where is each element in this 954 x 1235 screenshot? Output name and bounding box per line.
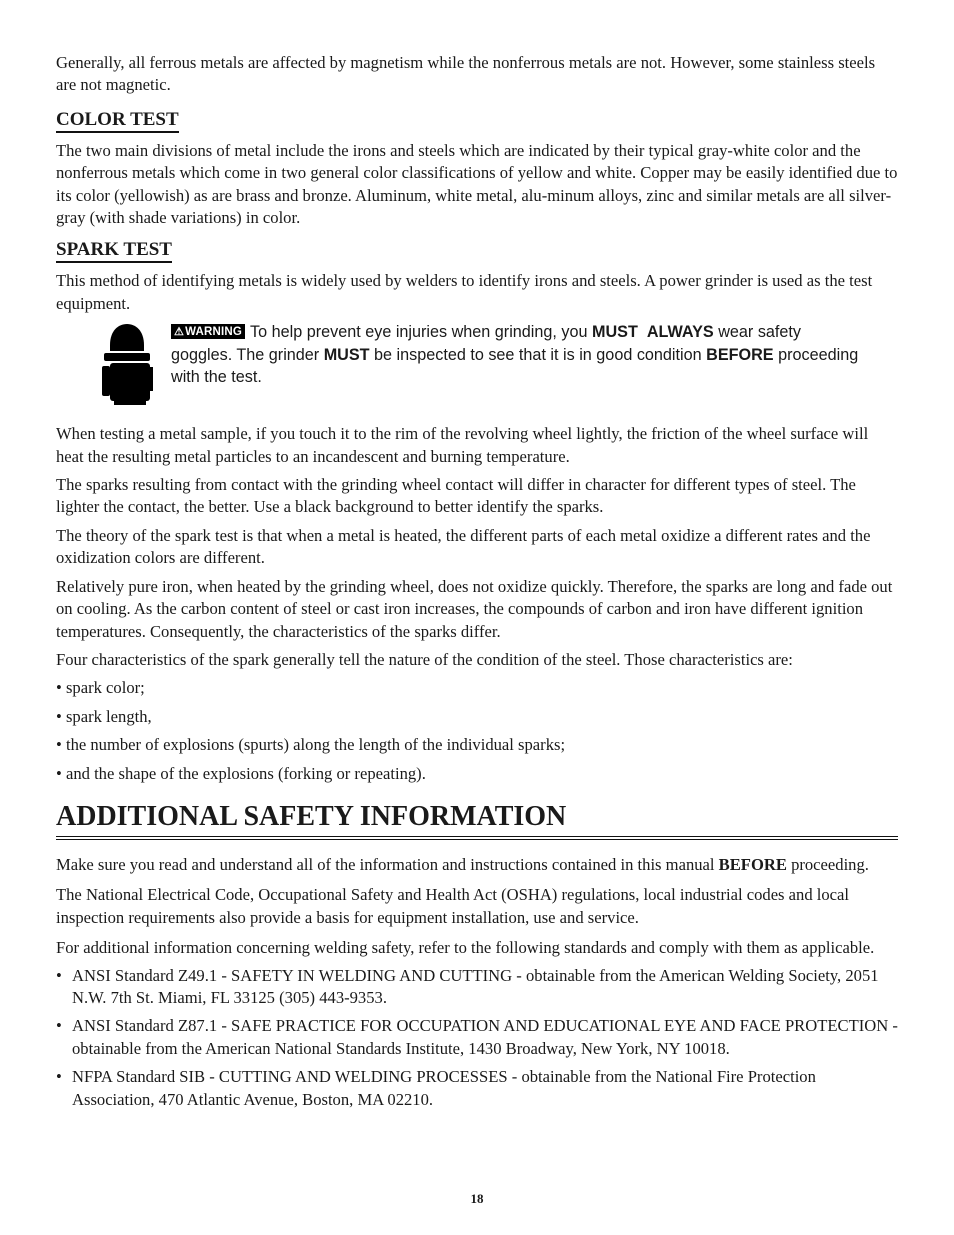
warning-badge: ⚠WARNING xyxy=(171,324,245,339)
characteristic-item: • and the shape of the explosions (forking or repeating). xyxy=(56,763,426,783)
characteristic-item: • spark length, xyxy=(56,706,152,726)
document-page xyxy=(56,52,898,1117)
spark-paragraph: The theory of the spark test is that when a metal is heated, the different parts of each metal oxidize a different rates and the oxidization colors are different. xyxy=(56,525,871,568)
bullet-icon: • xyxy=(56,1016,62,1036)
welding-mask-icon xyxy=(100,321,154,407)
warning-text-1: To help prevent eye injuries when grinding, you xyxy=(250,323,588,342)
safety-paragraph-1: Make sure you read and understand all of the information and instructions contained in this manual BEFORE proceeding. xyxy=(56,854,869,874)
page-number: 18 xyxy=(470,1191,484,1206)
warning-text-2: wear safety goggles. The grinder xyxy=(171,323,802,364)
warning-text xyxy=(171,321,861,388)
spark-paragraph: The sparks resulting from contact with the grinding wheel contact will differ in character for different types of steel. The lighter the contact, the better. Use a black background to better identify the sparks. xyxy=(56,475,856,517)
warning-bold-must: MUST xyxy=(592,323,638,342)
spark-paragraph: Four characteristics of the spark generally tell the nature of the condition of the steel. Those characteristics are: xyxy=(56,649,793,669)
standard-item: • ANSI Standard Z87.1 - SAFE PRACTICE FOR OCCUPATION AND EDUCATIONAL EYE AND FACE PROTECTION - obtainable from the American National Standards Institute, 1430 Broadway, New York, NY 10018. xyxy=(56,1016,898,1058)
color-test-heading: COLOR TEST xyxy=(56,109,179,133)
spark-test-heading: SPARK TEST xyxy=(56,239,172,263)
color-test-paragraph: The two main divisions of metal include the irons and steels which are indicated by their typical gray-white color and the nonferrous metals which come in two general color classifications of yellow and white. Copper may be easily identified due to its color (yellowish) as are brass and bronze. Aluminum, white metal, alu-minum alloys, zinc and similar metals are all silver-gray (with shade variations) in color. xyxy=(56,140,898,228)
safety-paragraph-3: For additional information concerning welding safety, refer to the following standards and comply with them as applicable. xyxy=(56,938,875,958)
bullet-icon: • xyxy=(56,1067,62,1087)
spark-paragraph: Relatively pure iron, when heated by the grinding wheel, does not oxidize quickly. Therefore, the sparks are long and fade out on cooling. As the carbon content of steel or cast iron increases, the compounds of carbon and iron have different ignition temperatures. Consequently, the characteristics of the sparks differ. xyxy=(56,576,893,641)
spark-test-paragraph: This method of identifying metals is widely used by welders to identify irons and steels. A power grinder is used as the test equipment. xyxy=(56,271,873,313)
warning-text-4: proceeding with the test. xyxy=(171,345,859,387)
warning-bold-always: ALWAYS xyxy=(646,323,714,342)
bullet-icon: • xyxy=(56,965,62,985)
characteristic-item: • spark color; xyxy=(56,678,145,698)
safety-heading: ADDITIONAL SAFETY INFORMATION xyxy=(56,801,898,840)
warning-bold-before: BEFORE xyxy=(706,345,774,364)
warning-triangle-icon: ⚠ xyxy=(174,326,185,339)
warning-bold-must-2: MUST xyxy=(323,345,370,364)
warning-block xyxy=(56,321,898,415)
characteristic-item: • the number of explosions (spurts) along the length of the individual sparks; xyxy=(56,735,566,755)
safety-bold-before: BEFORE xyxy=(718,854,787,874)
intro-paragraph: Generally, all ferrous metals are affected by magnetism while the nonferrous metals are not. However, some stainless steels are not magnetic. xyxy=(56,53,876,95)
standard-item: • NFPA Standard SIB - CUTTING AND WELDING PROCESSES - obtainable from the National Fire Protection Association, 470 Atlantic Avenue, Boston, MA 02210. xyxy=(56,1067,816,1109)
warning-text-3: be inspected to see that it is in good condition xyxy=(374,345,702,364)
spark-paragraph: When testing a metal sample, if you touch it to the rim of the revolving wheel lightly, the friction of the wheel surface will heat the resulting metal particles to an incandescent and burning temperature. xyxy=(56,424,869,466)
standard-item: • ANSI Standard Z49.1 - SAFETY IN WELDING AND CUTTING - obtainable from the American Welding Society, 2051 N.W. 7th St. Miami, FL 33125 (305) 443-9353. xyxy=(56,965,879,1007)
safety-paragraph-2: The National Electrical Code, Occupational Safety and Health Act (OSHA) regulations, local industrial codes and local inspection requirements also provide a basis for equipment installation, use and service. xyxy=(56,885,850,927)
